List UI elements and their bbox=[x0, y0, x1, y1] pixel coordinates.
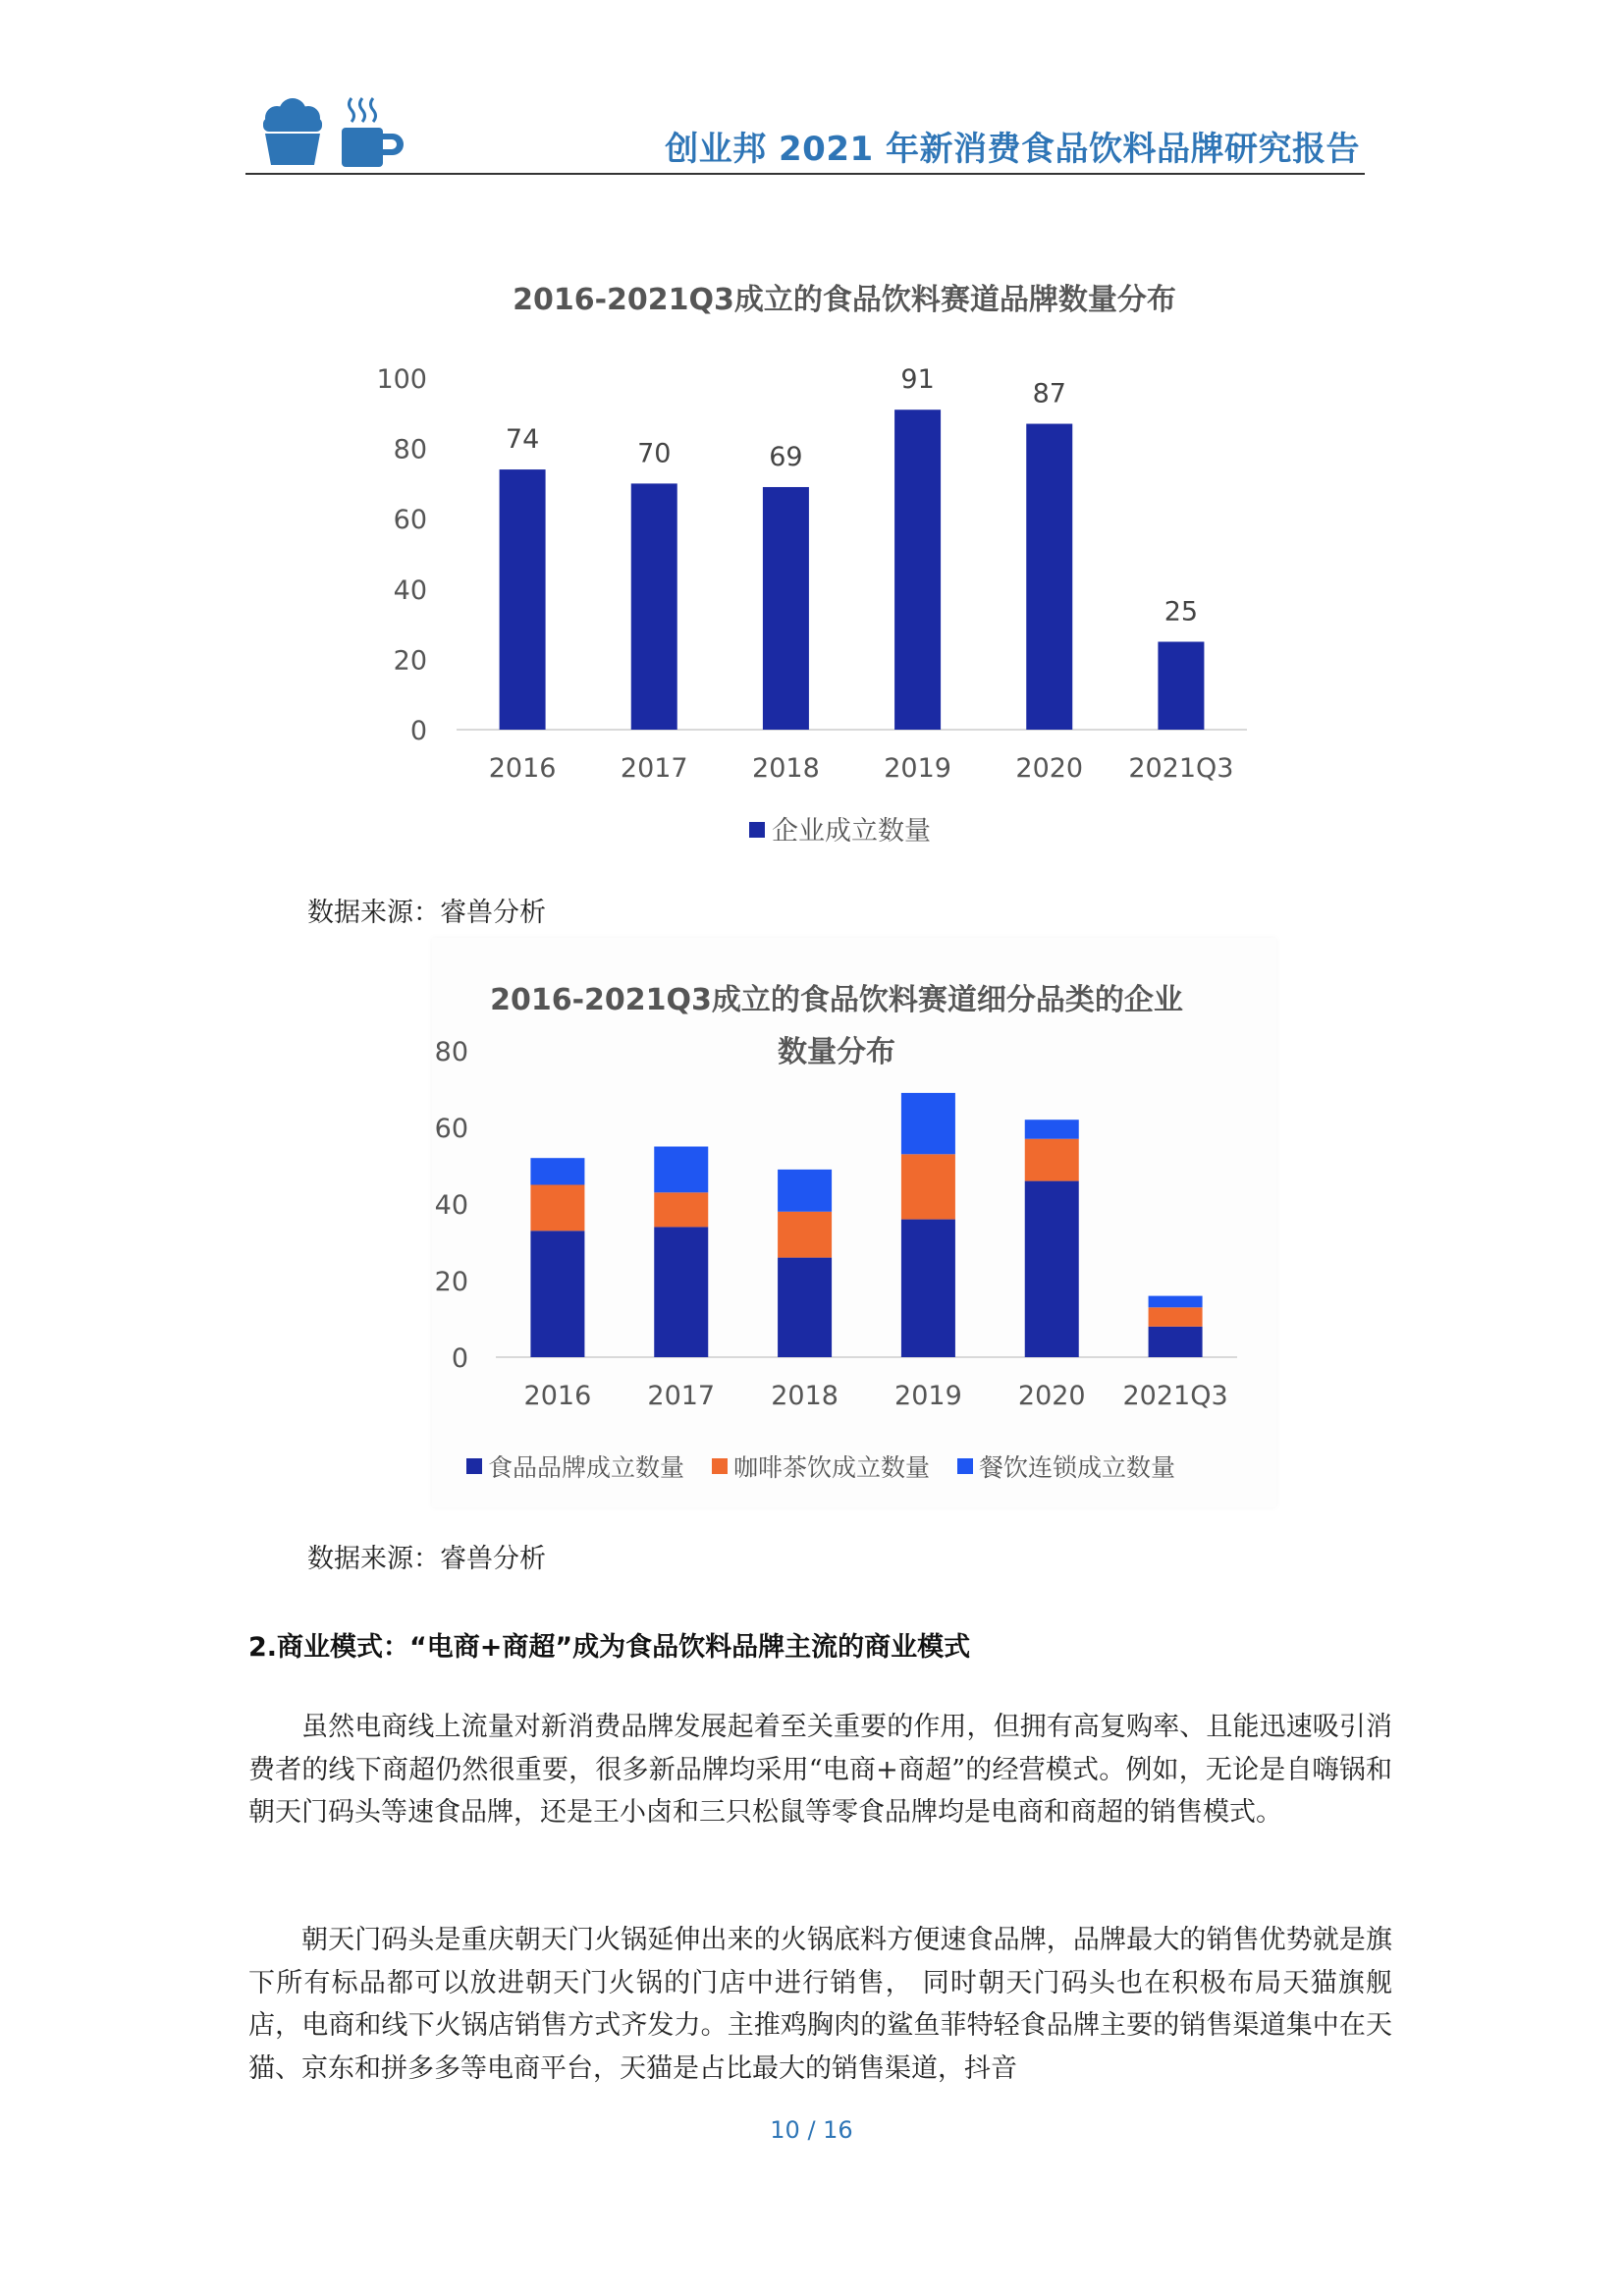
section-heading: 2.商业模式：“电商+商超”成为食品饮料品牌主流的商业模式 bbox=[248, 1632, 971, 1663]
x-tick-label: 2021Q3 bbox=[1128, 753, 1234, 784]
x-tick-label: 2019 bbox=[884, 753, 951, 784]
bar bbox=[1158, 642, 1204, 731]
y-tick-label: 0 bbox=[409, 716, 427, 746]
legend-swatch bbox=[466, 1458, 482, 1474]
x-tick-label: 2018 bbox=[771, 1381, 839, 1411]
bar-segment bbox=[778, 1258, 832, 1357]
bar-segment bbox=[901, 1093, 955, 1154]
legend-swatch bbox=[957, 1458, 973, 1474]
report-title: 创业邦 2021 年新消费食品饮料品牌研究报告 bbox=[665, 130, 1360, 169]
chart-title: 2016-2021Q3成立的食品饮料赛道细分品类的企业 bbox=[490, 983, 1183, 1017]
category-stacked-bar-chart bbox=[432, 938, 1276, 1507]
bar bbox=[631, 483, 677, 730]
y-tick-label: 20 bbox=[393, 645, 427, 677]
y-tick-label: 60 bbox=[434, 1114, 468, 1144]
data-label: 87 bbox=[1032, 378, 1066, 410]
y-tick-label: 0 bbox=[451, 1343, 468, 1374]
data-source-note: 数据来源：睿兽分析 bbox=[307, 898, 546, 928]
legend-label: 咖啡茶饮成立数量 bbox=[733, 1453, 931, 1482]
coffee-cup-icon bbox=[342, 98, 404, 167]
data-label: 74 bbox=[505, 424, 540, 456]
y-tick-label: 80 bbox=[434, 1037, 468, 1067]
bar-segment bbox=[654, 1147, 708, 1193]
bar-segment bbox=[1149, 1327, 1203, 1357]
body-paragraph: 虽然电商线上流量对新消费品牌发展起着至关重要的作用，但拥有高复购率、且能迅速吸引消费者的线下商超仍然很重要，很多新品牌均采用“电商+商超”的经营模式。例如，无论是自嗨锅和朝天门码头等速食品牌，还是王小卤和三只松鼠等零食品牌均是电商和商超的销售模式。 bbox=[248, 1712, 1392, 1828]
brand-logo bbox=[253, 94, 410, 171]
chart-title: 2016-2021Q3成立的食品饮料赛道品牌数量分布 bbox=[513, 283, 1176, 317]
brand-count-bar-chart bbox=[353, 260, 1296, 869]
x-tick-label: 2020 bbox=[1017, 1381, 1086, 1411]
data-label: 25 bbox=[1163, 596, 1199, 628]
legend-label: 食品品牌成立数量 bbox=[488, 1453, 685, 1482]
bar-segment bbox=[1149, 1307, 1203, 1327]
bar bbox=[894, 410, 941, 730]
x-tick-label: 2019 bbox=[894, 1381, 962, 1411]
x-tick-label: 2016 bbox=[488, 753, 557, 784]
y-tick-label: 20 bbox=[434, 1267, 468, 1297]
y-tick-label: 80 bbox=[393, 434, 427, 465]
bar bbox=[763, 487, 809, 730]
x-tick-label: 2021Q3 bbox=[1122, 1381, 1228, 1411]
cupcake-icon bbox=[263, 98, 322, 165]
bar-segment bbox=[1025, 1181, 1079, 1357]
header-divider bbox=[245, 173, 1365, 175]
data-source-note: 数据来源：睿兽分析 bbox=[307, 1544, 546, 1574]
data-label: 70 bbox=[637, 438, 672, 469]
bar-segment bbox=[654, 1192, 708, 1227]
data-label: 69 bbox=[769, 441, 803, 472]
bar-segment bbox=[530, 1185, 584, 1231]
legend-label: 餐饮连锁成立数量 bbox=[979, 1453, 1176, 1482]
legend-swatch bbox=[712, 1458, 728, 1474]
x-tick-label: 2016 bbox=[523, 1381, 592, 1411]
legend-swatch bbox=[749, 822, 765, 838]
y-tick-label: 40 bbox=[393, 574, 427, 606]
page-number: 10 / 16 bbox=[770, 2116, 853, 2144]
x-tick-label: 2017 bbox=[647, 1381, 716, 1411]
legend-label: 企业成立数量 bbox=[772, 816, 931, 847]
bar bbox=[1026, 424, 1072, 730]
x-tick-label: 2018 bbox=[752, 753, 820, 784]
bar-segment bbox=[778, 1170, 832, 1212]
bar-segment bbox=[1149, 1296, 1203, 1308]
chart-title: 数量分布 bbox=[778, 1035, 895, 1069]
bar-segment bbox=[530, 1158, 584, 1184]
y-tick-label: 100 bbox=[376, 364, 427, 395]
data-label: 91 bbox=[900, 364, 935, 396]
x-tick-label: 2020 bbox=[1015, 753, 1084, 784]
bar-segment bbox=[1025, 1139, 1079, 1181]
body-paragraph: 朝天门码头是重庆朝天门火锅延伸出来的火锅底料方便速食品牌，品牌最大的销售优势就是旗下所有标品都可以放进朝天门火锅的门店中进行销售， 同时朝天门码头也在积极布局天猫旗舰店，电商和线下火锅店销售方式齐发力。主推鸡胸肉的鲨鱼菲特轻食品牌主要的销售渠道集中在天猫、京东和拼多多等电商平台，天猫是占比最大的销售渠道，抖音 bbox=[248, 1925, 1392, 2084]
bar-segment bbox=[1025, 1120, 1079, 1139]
bar-segment bbox=[901, 1220, 955, 1357]
bar-segment bbox=[778, 1212, 832, 1258]
bar-segment bbox=[530, 1230, 584, 1357]
y-tick-label: 60 bbox=[393, 505, 427, 536]
bar bbox=[500, 469, 546, 730]
bar-segment bbox=[654, 1227, 708, 1357]
bar-segment bbox=[901, 1154, 955, 1219]
y-tick-label: 40 bbox=[434, 1190, 468, 1221]
x-tick-label: 2017 bbox=[620, 753, 688, 784]
